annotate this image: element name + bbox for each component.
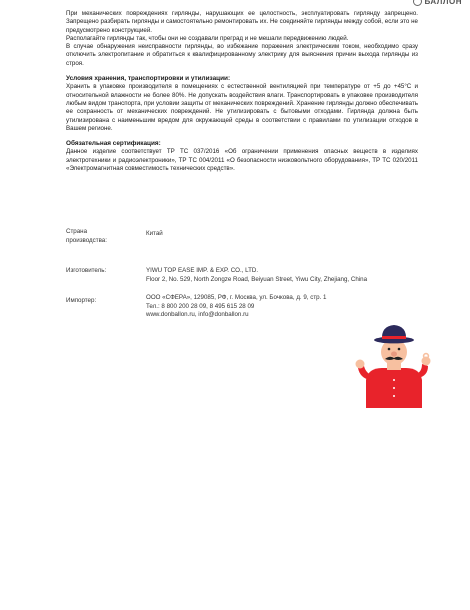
logo-text: БАЛЛОН [424,0,462,6]
mascot-illustration [352,322,438,408]
manufacturer-label: Изготовитель: [66,267,107,274]
storage-text: Хранить в упаковке производителя в помещениях с естественной вентиляцией при температуре от +5 до +45°С и относительной влажности не более 80%. Не допускать воздействия влаги. Транспортировать в упаковке производителя любым видом транспорта, при условии защиты от механических повреждений. Хранение гирлянды должно обеспечивать ее сохранность от механических повреждений. Не утилизировать с бытовыми отходами. Гирлянда должна быть утилизирована с наименьшим вредом для окружающей среды в соответствии с правилами по утилизации отходов в Вашем регионе. [66,83,418,132]
importer-name: ООО «СФЕРА», 129085, РФ, г. Москва, ул. Бочкова, д. 9, стр. 1 [146,294,327,301]
importer-web: www.donballon.ru, info@donballon.ru [146,311,249,319]
logo-mark-icon [413,0,422,6]
importer-details [146,294,426,320]
manufacturer-address: Floor 2, No. 529, North Zongze Road, Beiyuan Street, Yiwu City, Zhejiang, China [146,275,368,283]
manufacturer-details [146,267,426,284]
importer-phone: Тел.: 8 800 200 28 09, 8 495 615 28 09 [146,302,255,310]
importer-label: Импортер: [66,297,97,304]
certification-text: Данное изделие соответствует ТР ТС 037/2016 «Об ограничении применения опасных веществ в изделиях электротехники и радиоэлектроники», ТР ТС 004/2011 «О безопасности низковольтного оборудования», ТР ТС 020/2011 «Электромагнитная совместимость технических средств». [66,148,418,173]
country-label-line2: производства: [66,236,107,244]
storage-heading: Условия хранения, транспортировки и утилизации: [66,75,231,83]
paragraph-damage: При механических повреждениях гирлянды, нарушающих ее целостность, эксплуатировать гирлянду запрещено. Запрещено разбирать гирлянды и самостоятельно ремонтировать их. Не соединяйте гирлянды между собой, если это не предусмотрено конструкцией. [66,10,418,34]
paragraph-malfunction: В случае обнаружения неисправности гирлянды, во избежание поражения электрическим током, необходимо сразу отключить электропитание и обратиться к квалифицированному электрику для выяснения причин выхода гирлянды из строя. [66,43,418,67]
country-label-line1: Страна [66,228,88,235]
mascot-arm-right [416,364,428,378]
storage-section [66,75,418,133]
country-label [66,228,126,245]
certification-heading: Обязательная сертификация: [66,140,161,148]
mascot-hand-left [356,360,365,369]
manufacturer-name: YIWU TOP EASE IMP. & EXP. CO., LTD. [146,267,259,274]
country-value: Китай [146,230,163,237]
document-body [66,10,418,173]
certification-section [66,140,418,173]
brand-logo [413,0,462,6]
paragraph-placement: Располагайте гирлянды так, чтобы они не создавали преград и не мешали передвижению людей. [66,34,349,42]
